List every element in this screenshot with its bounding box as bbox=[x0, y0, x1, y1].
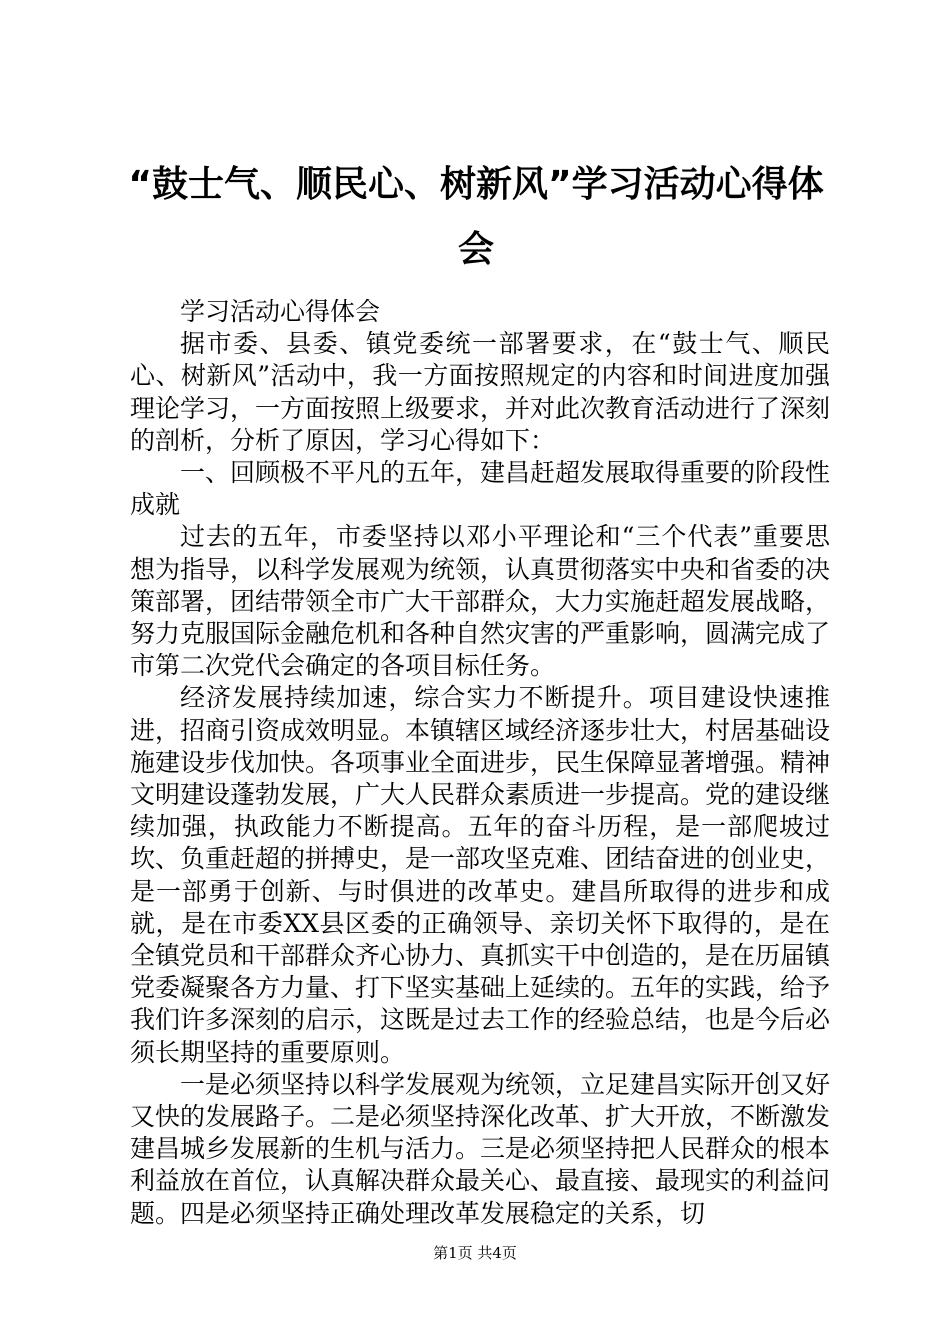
page-footer: 第1页 共4页 bbox=[433, 1244, 517, 1262]
paragraph-principles: 一是必须坚持以科学发展观为统领，立足建昌实际开创又好又快的发展路子。二是必须坚持深化改革、扩大开放，不断激发建昌城乡发展新的生机与活力。三是必须坚持把人民群众的根本利益放在首位，认真解决群众最关心、最直接、最现实的利益问题。四是必须坚持正确处理改革发展稳定的关系，切 bbox=[130, 1069, 831, 1228]
paragraph-past-five-years: 过去的五年，市委坚持以邓小平理论和“三个代表”重要思想为指导，以科学发展观为统领，认真贯彻落实中央和省委的决策部署，团结带领全市广大干部群众，大力实施赶超发展战略，努力克服国际金融危机和各种自然灾害的严重影响，圆满完成了市第二次党代会确定的各项目标任务。 bbox=[130, 522, 831, 681]
section-heading: 一、回顾极不平凡的五年，建昌赶超发展取得重要的阶段性成就 bbox=[130, 458, 831, 520]
paragraph-achievements: 经济发展持续加速，综合实力不断提升。项目建设快速推进，招商引资成效明显。本镇辖区域经济逐步壮大，村居基础设施建设步伐加快。各项事业全面进步，民生保障显著增强。精神文明建设蓬勃发展，广大人民群众素质进一步提高。党的建设继续加强，执政能力不断提高。五年的奋斗历程，是一部爬坡过坎、负重赶超的拼搏史，是一部攻坚克难、团结奋进的创业史，是一部勇于创新、与时俱进的改革史。建昌所取得的进步和成就，是在市委XX县区委的正确领导、亲切关怀下取得的，是在全镇党员和干部群众齐心协力、真抓实干中创造的，是在历届镇党委凝聚各方力量、打下坚实基础上延续的。五年的实践，给予我们许多深刻的启示，这既是过去工作的经验总结，也是今后必须长期坚持的重要原则。 bbox=[130, 683, 831, 1067]
paragraph-intro: 据市委、县委、镇党委统一部署要求，在“鼓士气、顺民心、树新风”活动中，我一方面按照规定的内容和时间进度加强理论学习，一方面按照上级要求，并对此次教育活动进行了深刻的剖析，分析了原因，学习心得如下： bbox=[130, 329, 831, 455]
document-body bbox=[130, 296, 830, 1230]
document-title: “鼓士气、顺民心、树新风”学习活动心得体会 bbox=[128, 164, 824, 270]
paragraph-subtitle: 学习活动心得体会 bbox=[180, 297, 381, 326]
